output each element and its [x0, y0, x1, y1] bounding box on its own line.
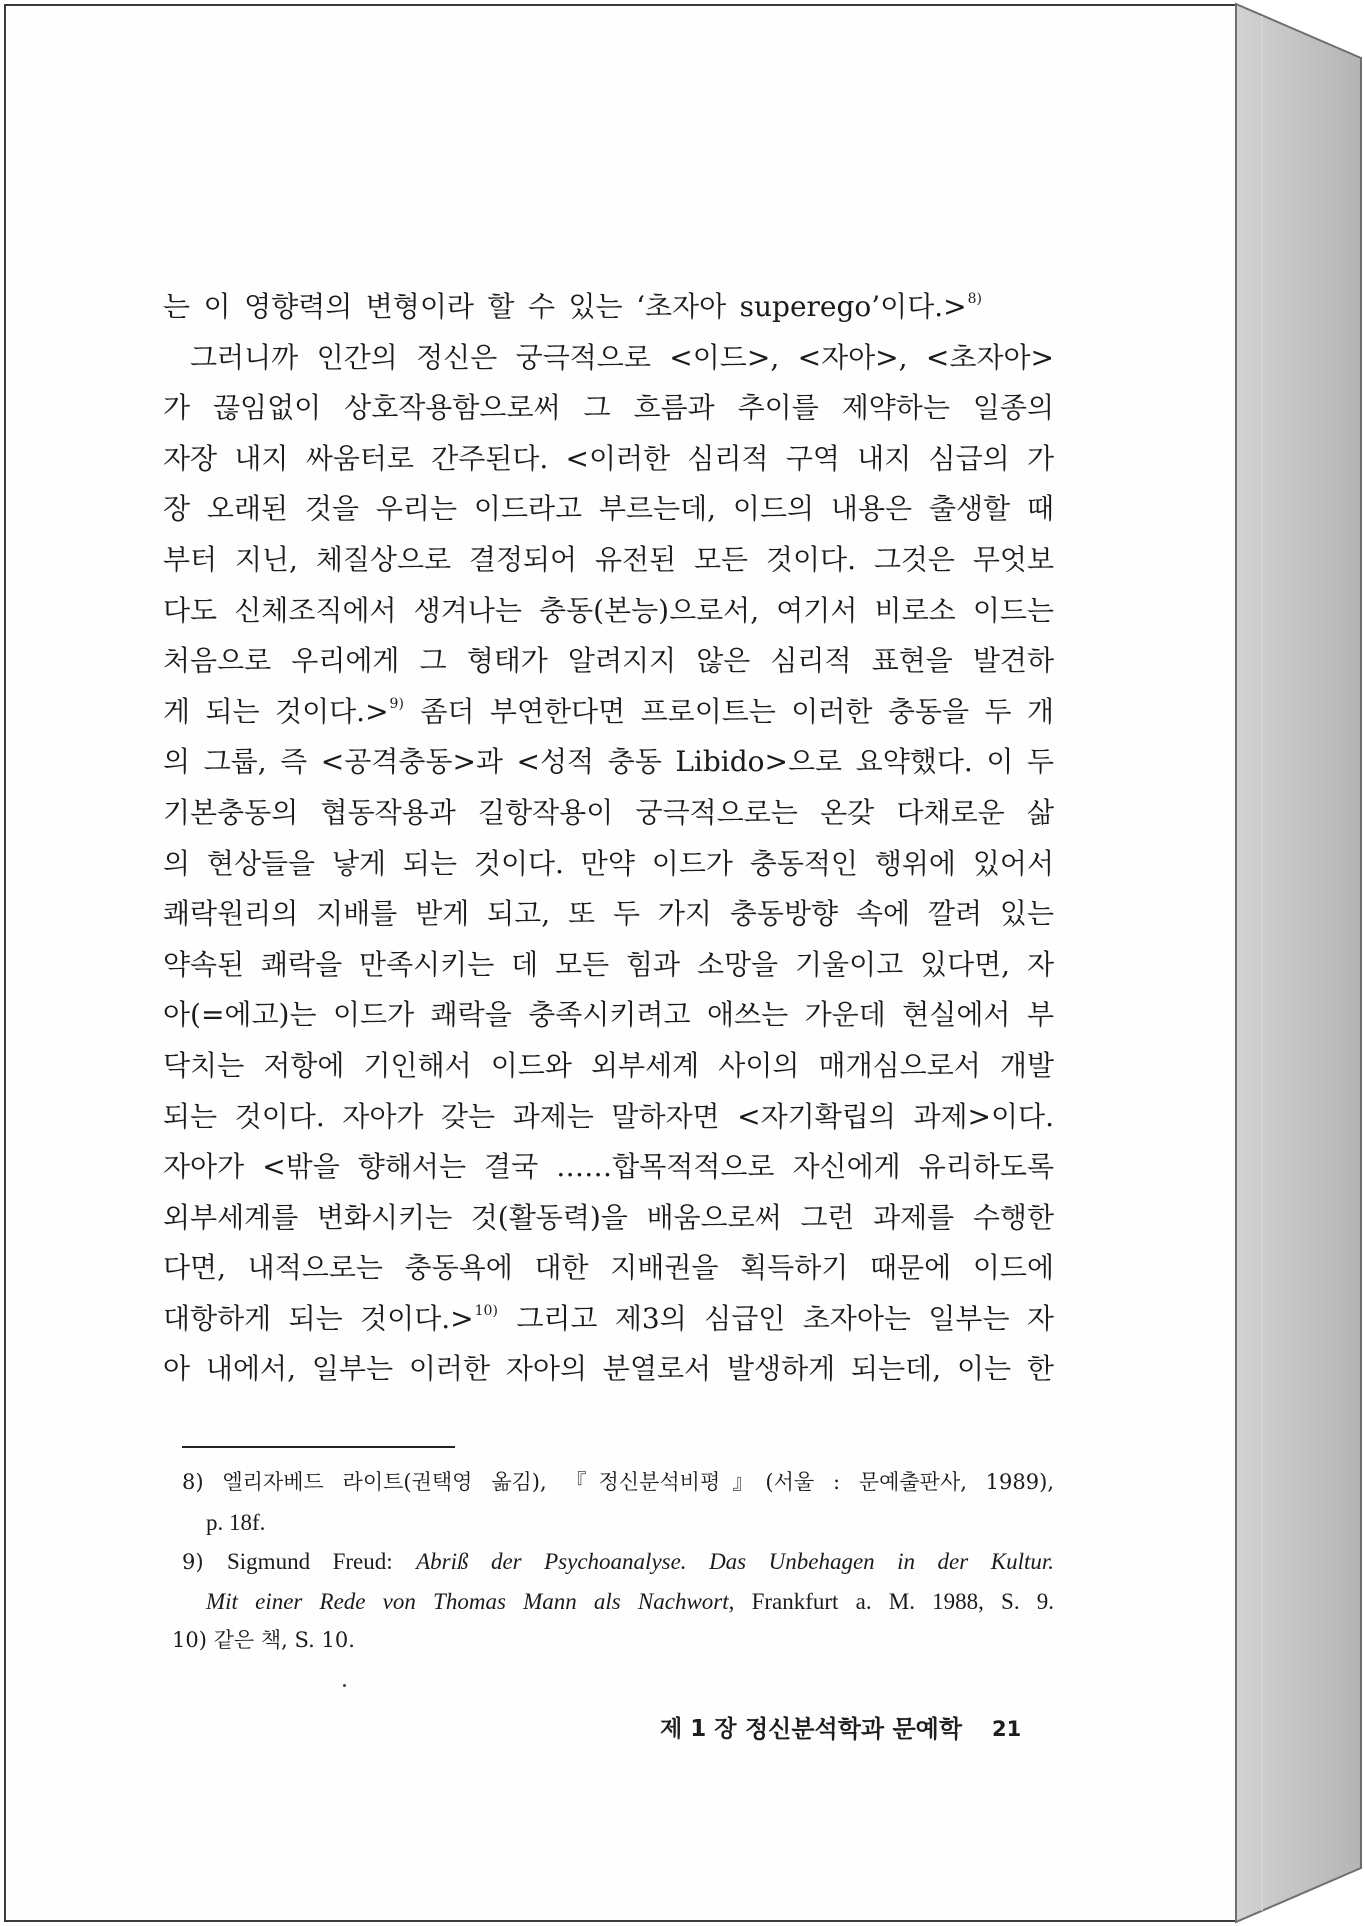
- footnote-number: 9): [182, 1550, 204, 1574]
- footnote-title: Abriß der Psychoanalyse. Das Unbehagen in der Kultur.: [416, 1549, 1054, 1574]
- body-line: 아 내에서, 일부는 이러한 자아의 분열로서 발생하게 되는데, 이는 한: [163, 1352, 1054, 1386]
- body-line: 의 현상들을 낳게 되는 것이다. 만약 이드가 충동적인 행위에 있어서: [163, 846, 1054, 880]
- body-line: 다도 신체조직에서 생겨나는 충동(본능)으로서, 여기서 비로소 이드는: [163, 593, 1054, 627]
- footnote-text: p. 18f.: [206, 1509, 266, 1535]
- body-line: [163, 282, 983, 333]
- footnote-marker: 9): [389, 695, 404, 712]
- body-line-text: 대항하게 되는 것이다.>: [163, 1301, 474, 1335]
- footnote-9: [182, 1542, 1054, 1582]
- footnote-number: 8): [182, 1470, 204, 1494]
- body-line-text: 좀더 부연한다면 프로이트는 이러한 충동을 두 개: [404, 694, 1055, 728]
- footnote-8-continuation: [182, 1503, 1054, 1543]
- body-line-text: 그리고 제3의 심급인 초자아는 일부는 자: [498, 1301, 1054, 1335]
- body-line: 다면, 내적으로는 충동욕에 대한 지배권을 획득하기 때문에 이드에: [163, 1251, 1054, 1285]
- body-line: 아(=에고)는 이드가 쾌락을 충족시키려고 애쓰는 가운데 현실에서 부: [163, 998, 1054, 1032]
- body-line: 쾌락원리의 지배를 받게 되고, 또 두 가지 충동방향 속에 깔려 있는: [163, 897, 1054, 931]
- body-line: 부터 지닌, 체질상으로 결정되어 유전된 모든 것이다. 그것은 무엇보: [163, 542, 1054, 576]
- body-line: 닥치는 저항에 기인해서 이드와 외부세계 사이의 매개심으로서 개발: [163, 1048, 1054, 1082]
- scan-speck: [343, 1684, 346, 1687]
- page-number: 21: [992, 1717, 1022, 1741]
- body-line: [163, 1294, 1054, 1345]
- footnote-text: 엘리자베드 라이트(권택영 옮김), 『정신분석비평』(서울 : 문예출판사, 1989),: [222, 1470, 1054, 1494]
- body-line: 가 끊임없이 상호작용함으로써 그 흐름과 추이를 제약하는 일종의: [163, 391, 1054, 425]
- running-footer-title: 정신분석학과 문예학: [745, 1715, 963, 1743]
- body-line: [163, 687, 1054, 738]
- footnote-title: Mit einer Rede von Thomas Mann als Nachwort: [206, 1588, 729, 1614]
- footnote-text: 같은 책, S. 10.: [213, 1628, 355, 1652]
- footnote-8: [182, 1463, 1054, 1503]
- body-line: 되는 것이다. 자아가 갖는 과제는 말하자면 <자기확립의 과제>이다.: [163, 1099, 1054, 1133]
- body-line-text: 게 되는 것이다.>: [163, 694, 389, 728]
- footnote-10: [172, 1621, 1054, 1661]
- body-line: 외부세계를 변화시키는 것(활동력)을 배움으로써 그런 과제를 수행한: [163, 1200, 1054, 1234]
- body-line: 기본충동의 협동작용과 길항작용이 궁극적으로는 온갖 다채로운 삶: [163, 795, 1054, 829]
- body-line: 그러니까 인간의 정신은 궁극적으로 <이드>, <자아>, <초자아>: [190, 340, 1054, 374]
- body-line: 장 오래된 것을 우리는 이드라고 부르는데, 이드의 내용은 출생할 때: [163, 492, 1054, 526]
- footnote-text: , Frankfurt a. M. 1988, S. 9.: [728, 1588, 1054, 1614]
- footnote-author: Sigmund Freud:: [227, 1549, 393, 1574]
- body-line: 처음으로 우리에게 그 형태가 알려지지 않은 심리적 표현을 발견하: [163, 644, 1054, 678]
- footnotes: [172, 1463, 1054, 1661]
- body-line: 자장 내지 싸움터로 간주된다. <이러한 심리적 구역 내지 심급의 가: [163, 441, 1054, 475]
- running-footer-chapter: 제 1 장: [660, 1716, 737, 1742]
- body-line: 약속된 쾌락을 만족시키는 데 모든 힘과 소망을 기울이고 있다면, 자: [163, 947, 1054, 981]
- body-line: 의 그룹, 즉 <공격충동>과 <성적 충동 Libido>으로 요약했다. 이 두: [163, 745, 1054, 779]
- footnote-number: 10): [172, 1628, 207, 1652]
- footnote-9-continuation: [182, 1582, 1054, 1622]
- body-text: [163, 282, 1054, 1395]
- book-page-edges: [1232, 0, 1365, 1926]
- body-line-text: 는 이 영향력의 변형이라 할 수 있는 ‘초자아 superego’이다.>: [163, 290, 967, 323]
- footnote-divider: [182, 1446, 455, 1448]
- footnote-marker: 8): [967, 291, 982, 307]
- footnote-marker: 10): [474, 1302, 498, 1319]
- body-line: 자아가 <밖을 향해서는 결국 ……합목적적으로 자신에게 유리하도록: [163, 1150, 1054, 1184]
